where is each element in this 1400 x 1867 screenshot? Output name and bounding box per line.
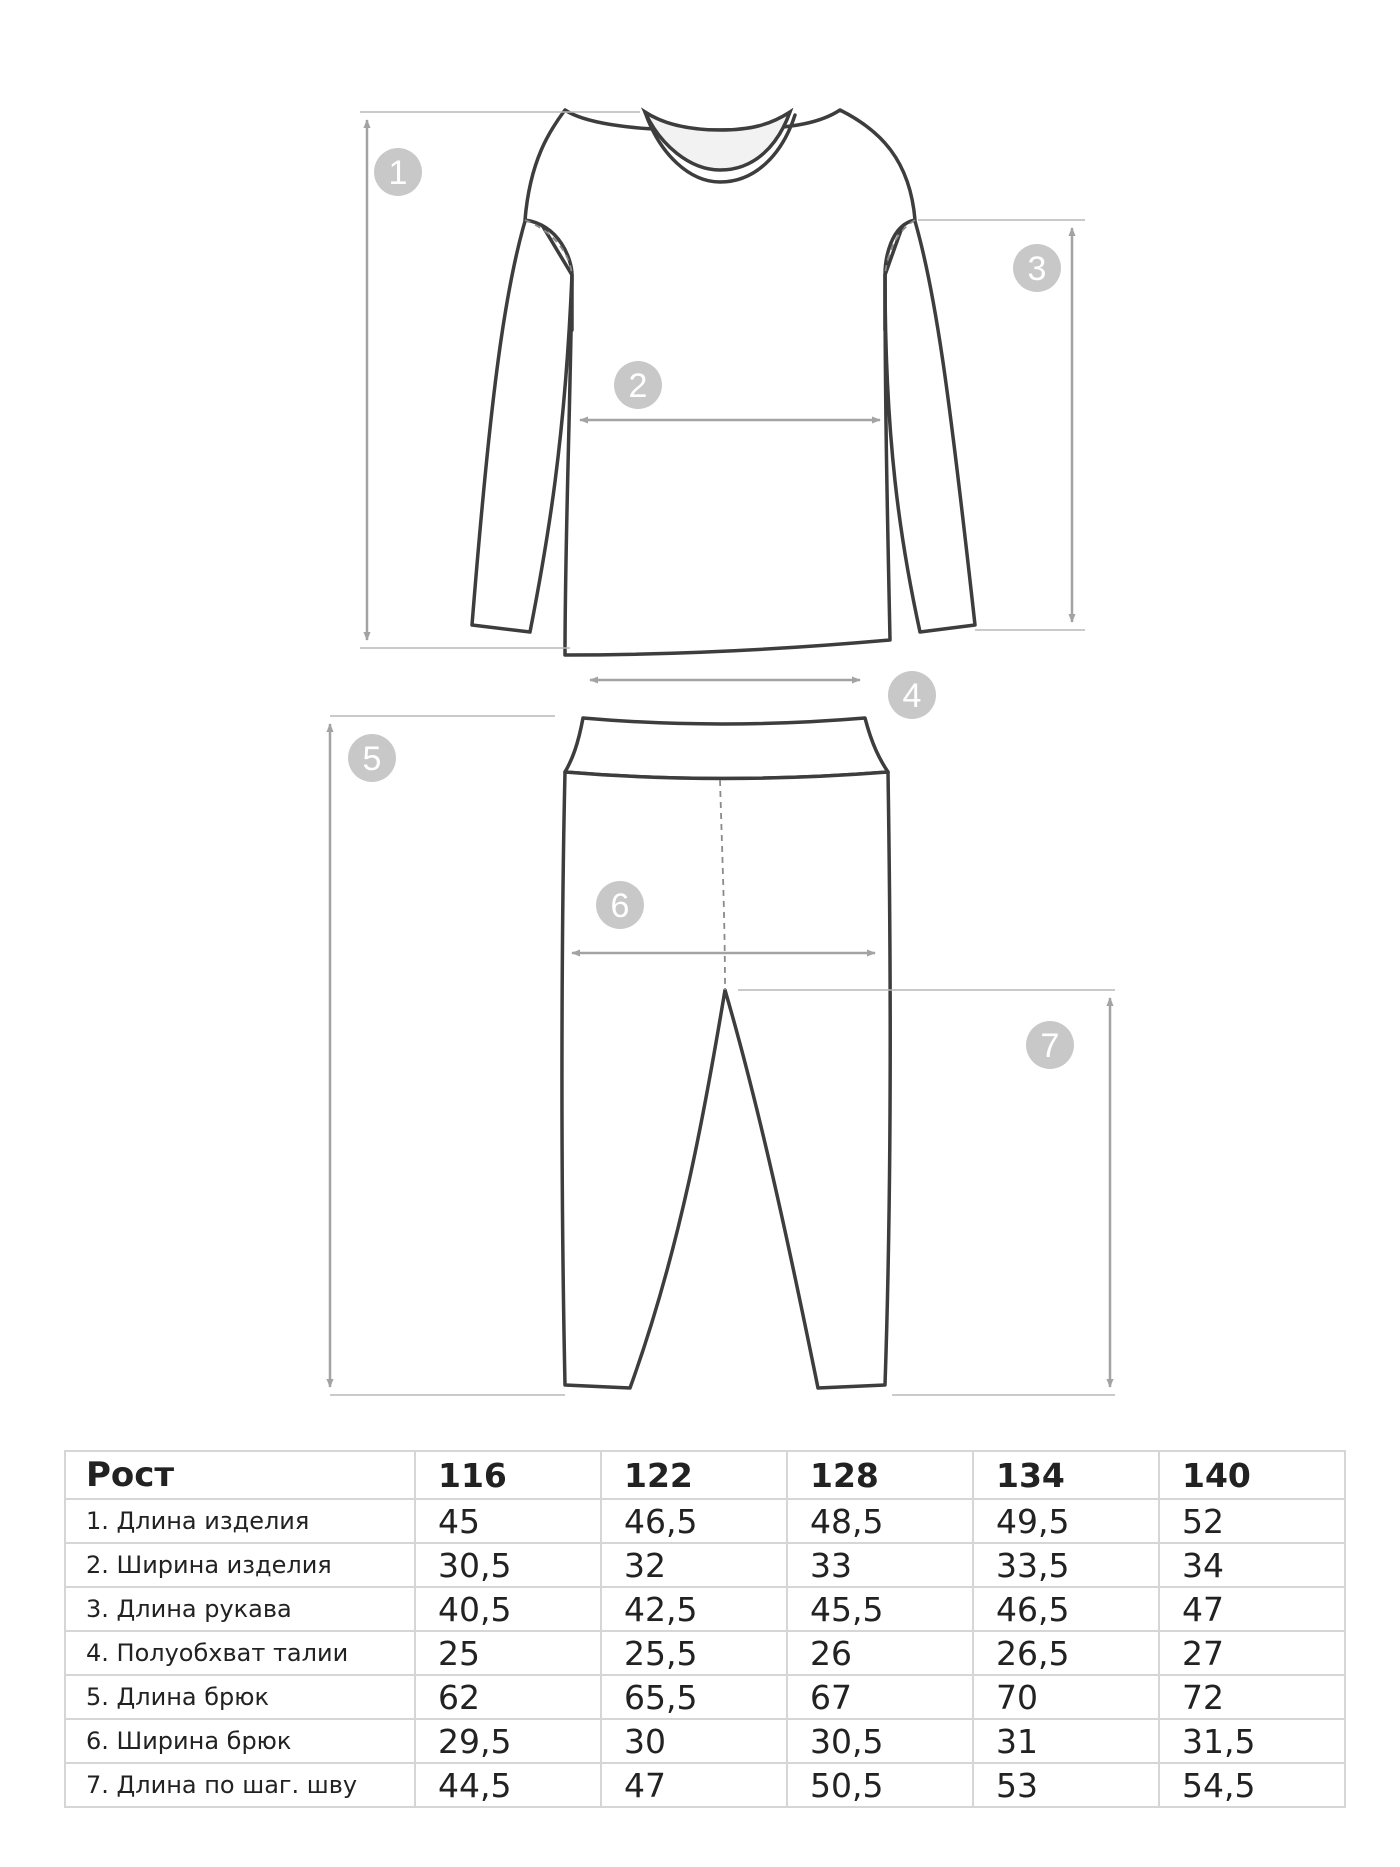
badge-2-label: 2 [628,367,648,405]
measurement-value-cell: 26,5 [973,1631,1159,1675]
measurement-label-cell: 5. Длина брюк [65,1675,415,1719]
badge-7 [1026,1021,1074,1069]
measurement-value-cell: 33 [787,1543,973,1587]
header-size-cell: 116 [415,1451,601,1499]
measurement-value-cell: 49,5 [973,1499,1159,1543]
measurement-value-cell: 45,5 [787,1587,973,1631]
measurement-label-cell: 3. Длина рукава [65,1587,415,1631]
size-table-body [65,1451,1345,1807]
measurement-value-cell: 53 [973,1763,1159,1807]
sweatshirt-body [525,110,915,655]
measurement-value-cell: 30 [601,1719,787,1763]
badge-1-label: 1 [388,154,408,192]
measurement-label-cell: 7. Длина по шаг. шву [65,1763,415,1807]
measurement-value-cell: 33,5 [973,1543,1159,1587]
sweatshirt-drawing [472,110,975,655]
pants-legs [562,772,890,1388]
badge-6-label: 6 [610,887,630,925]
measurement-value-cell: 48,5 [787,1499,973,1543]
measurement-value-cell: 30,5 [787,1719,973,1763]
table-row [65,1675,1345,1719]
badge-5 [348,734,396,782]
table-header-row [65,1451,1345,1499]
measurement-value-cell: 26 [787,1631,973,1675]
badge-3-label: 3 [1027,250,1047,288]
measurement-value-cell: 65,5 [601,1675,787,1719]
badge-1 [374,148,422,196]
measurement-label-cell: 4. Полуобхват талии [65,1631,415,1675]
measurement-value-cell: 72 [1159,1675,1345,1719]
right-sleeve [885,205,975,632]
badge-4-label: 4 [902,677,922,715]
size-table [64,1450,1346,1808]
header-size-cell: 128 [787,1451,973,1499]
measurement-value-cell: 67 [787,1675,973,1719]
header-size-cell: 140 [1159,1451,1345,1499]
table-row [65,1763,1345,1807]
header-size-cell: 134 [973,1451,1159,1499]
measurement-value-cell: 29,5 [415,1719,601,1763]
measurement-label-cell: 6. Ширина брюк [65,1719,415,1763]
pants-drawing [562,718,890,1388]
measurement-value-cell: 44,5 [415,1763,601,1807]
measurement-value-cell: 62 [415,1675,601,1719]
measurement-value-cell: 52 [1159,1499,1345,1543]
badge-7-label: 7 [1040,1027,1060,1065]
measurement-value-cell: 32 [601,1543,787,1587]
measurement-label-cell: 2. Ширина изделия [65,1543,415,1587]
measurement-value-cell: 47 [601,1763,787,1807]
table-row [65,1499,1345,1543]
table-row [65,1719,1345,1763]
badge-6 [596,881,644,929]
table-row [65,1587,1345,1631]
measurement-value-cell: 46,5 [601,1499,787,1543]
measurement-value-cell: 25,5 [601,1631,787,1675]
measurement-value-cell: 54,5 [1159,1763,1345,1807]
badge-2 [614,361,662,409]
measurement-value-cell: 25 [415,1631,601,1675]
measurement-value-cell: 40,5 [415,1587,601,1631]
badge-5-label: 5 [362,740,382,778]
pants-waistband [565,718,888,779]
table-row [65,1543,1345,1587]
measurement-value-cell: 30,5 [415,1543,601,1587]
left-sleeve [472,205,572,632]
header-label-cell: Рост [65,1451,415,1499]
measurement-value-cell: 70 [973,1675,1159,1719]
measurement-value-cell: 45 [415,1499,601,1543]
measurement-value-cell: 34 [1159,1543,1345,1587]
measurement-value-cell: 47 [1159,1587,1345,1631]
measurement-label-cell: 1. Длина изделия [65,1499,415,1543]
measurement-value-cell: 46,5 [973,1587,1159,1631]
measurement-value-cell: 27 [1159,1631,1345,1675]
table-row [65,1631,1345,1675]
measurement-value-cell: 31 [973,1719,1159,1763]
measurement-value-cell: 42,5 [601,1587,787,1631]
badge-4 [888,671,936,719]
badge-3 [1013,244,1061,292]
header-size-cell: 122 [601,1451,787,1499]
measurement-value-cell: 50,5 [787,1763,973,1807]
measurement-value-cell: 31,5 [1159,1719,1345,1763]
